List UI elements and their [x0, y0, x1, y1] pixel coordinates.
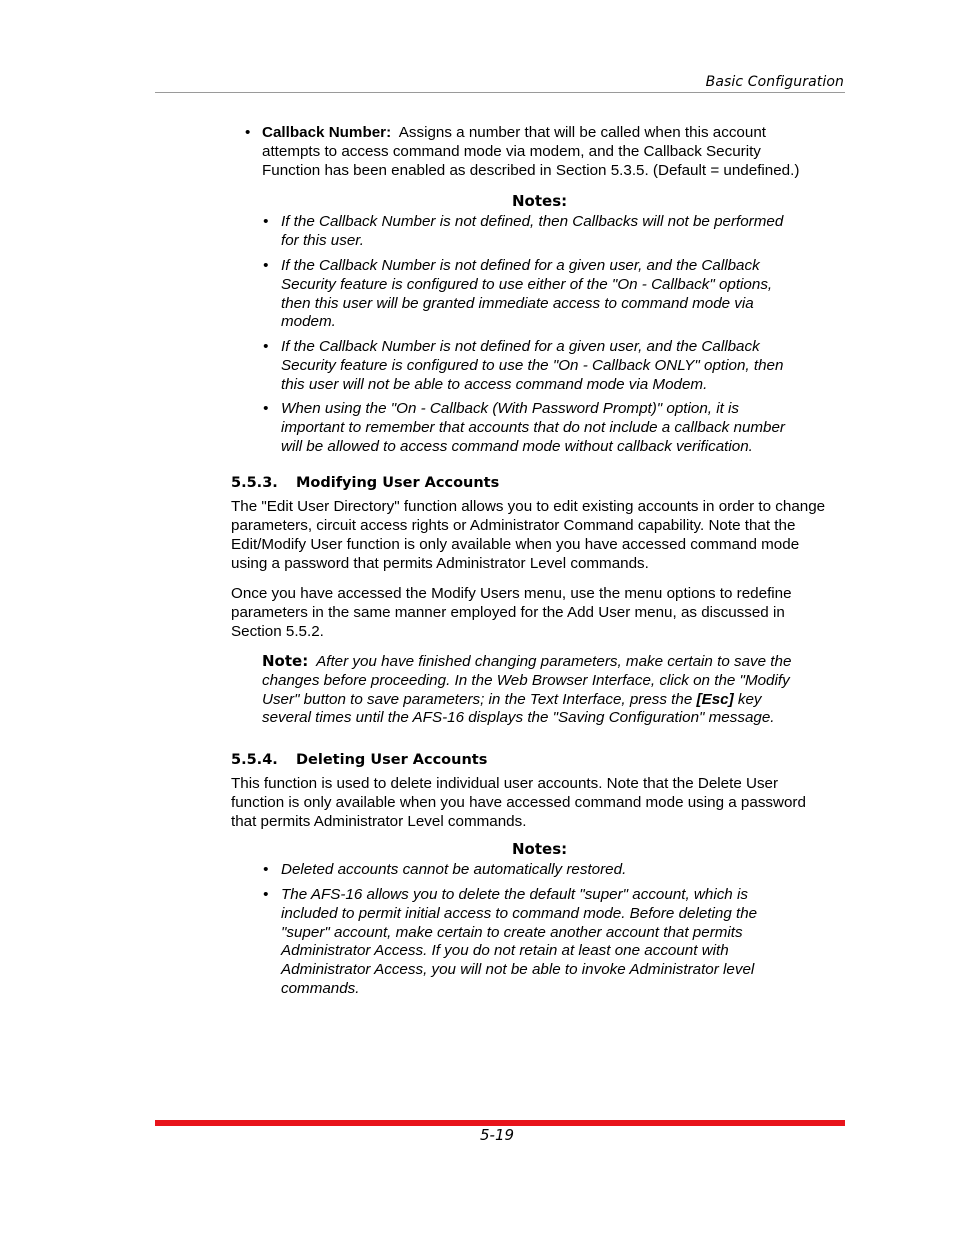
callback-line: Assigns a number that will be called when this account — [398, 124, 766, 141]
callback-line: Function has been enabled as described in Section 5.3.5. (Default = undefined.) — [262, 161, 800, 179]
note-line: User" button to save parameters; in the Text Interface, press the [Esc] key — [262, 690, 762, 708]
note-label: Note: — [262, 652, 309, 670]
section-heading: 5.5.4. Deleting User Accounts — [231, 752, 488, 768]
running-header: Basic Configuration — [705, 74, 844, 90]
page-number: 5-19 — [480, 1126, 515, 1144]
paragraph: Once you have accessed the Modify Users menu, use the menu options to redefine parameters in the same manner employed for the Add User menu, as discussed in Section 5.5.2. — [231, 585, 792, 640]
esc-key-label: [Esc] — [696, 690, 734, 708]
paragraph: This function is used to delete individual user accounts. Note that the Delete User function is only available when you have accessed command mode using a password that permits Administrator Level commands. — [231, 775, 806, 830]
section-heading: 5.5.3. Modifying User Accounts — [231, 475, 500, 491]
header-divider — [155, 92, 845, 93]
notes-title: Notes: — [512, 192, 568, 210]
note-block: Note: After you have finished changing parameters, make certain to save the changes before proceeding. In the Web Browser Interface, click on the "Modify User" button to save parameters; in the Text Interface, press the [Esc] key several times until the AFS-16 displays the "Saving Configuration" message. — [262, 652, 842, 728]
paragraph: The "Edit User Directory" function allows you to edit existing accounts in order to change parameters, circuit access rights or Administrator Command capability. Note that the Edit/Modify User function is only available when you have accessed command mode using a password that permits Administrator Level commands. — [231, 498, 826, 572]
callback-line: attempts to access command mode via modem, and the Callback Security — [262, 142, 761, 160]
callback-label: Callback Number: — [262, 124, 392, 141]
notes-title: Notes: — [512, 840, 568, 858]
